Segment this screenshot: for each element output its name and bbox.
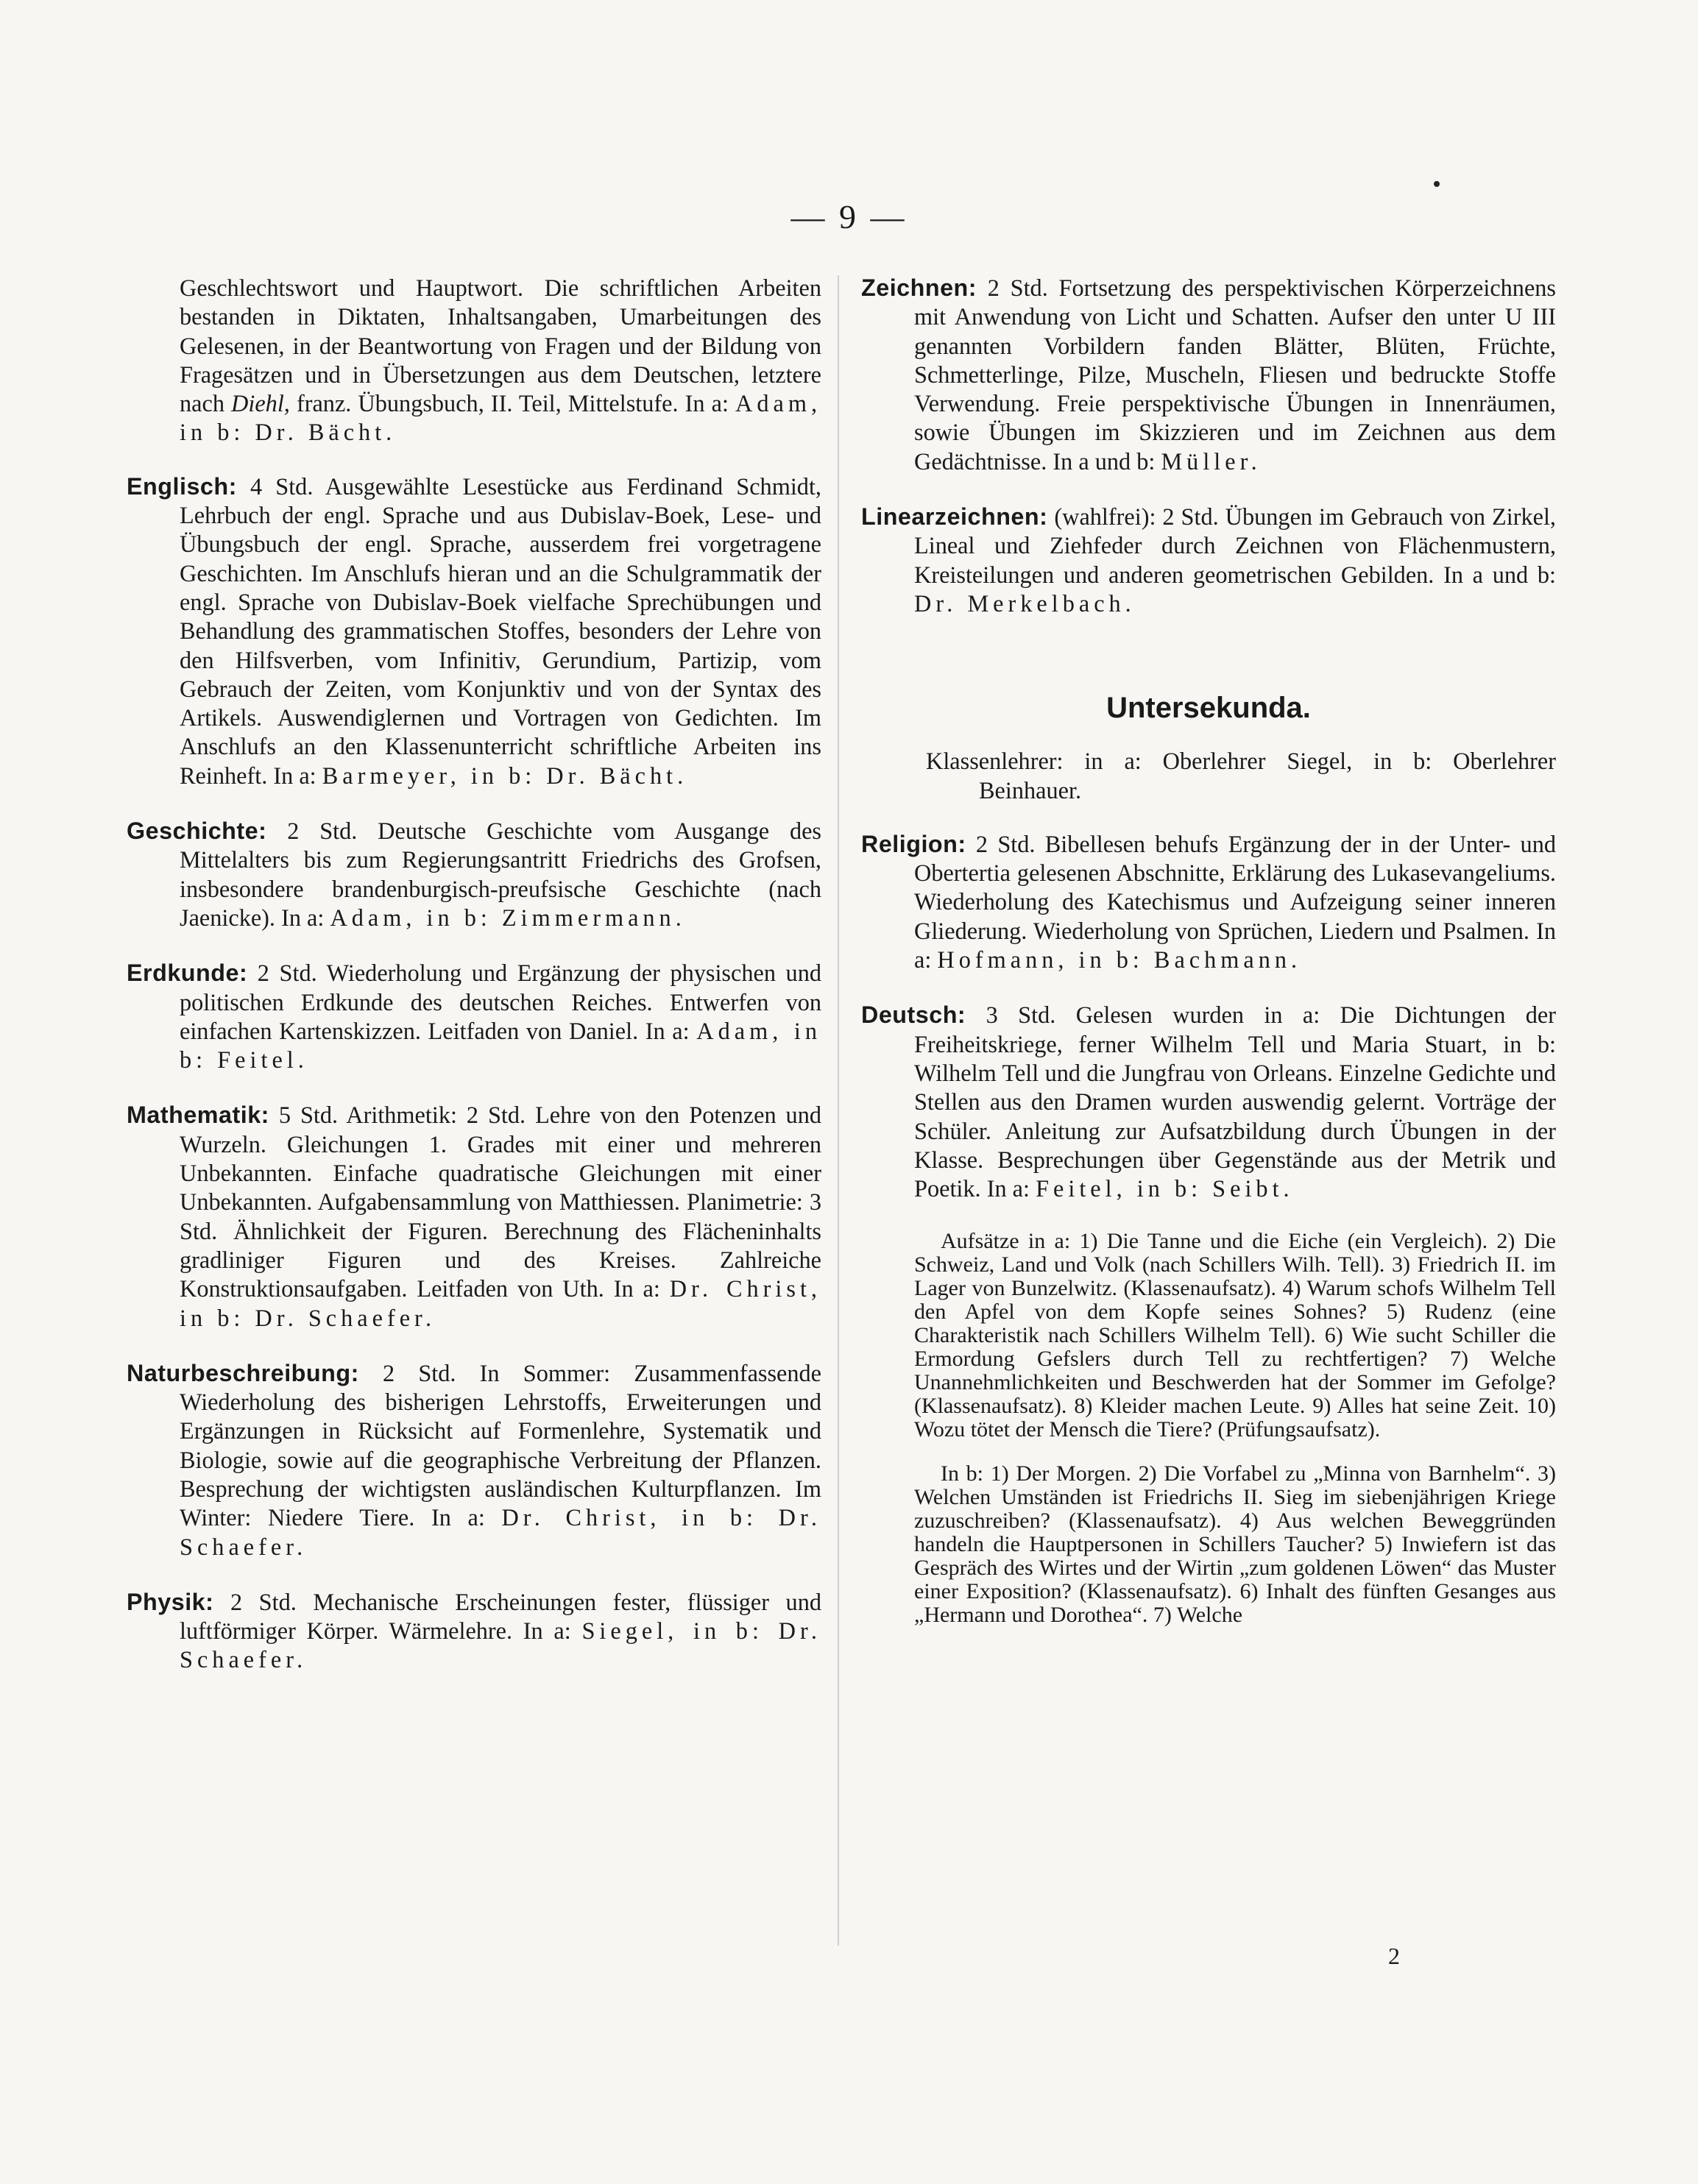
klassenlehrer-line: Klassenlehrer: in a: Oberlehrer Siegel, in b: Oberlehrer Beinhauer. — [926, 748, 1556, 804]
physik-section: Physik: 2 Std. Mechanische Erscheinungen fester, flüssiger und luftförmiger Körper. Wärmelehre. In a: Siegel, in b: Dr. Schaefer. — [127, 1588, 822, 1673]
mathematik-heading: Mathematik: — [127, 1102, 269, 1129]
naturbeschreibung-section: Naturbeschreibung: 2 Std. In Sommer: Zusammenfassende Wiederholung des bisherigen Lehrstoffs, Erweiterungen und Ergänzungen in Rücksicht auf Formenlehre, Systematik und Biologie, sowie auf die geographische Verbreitung der Pflanzen. Besprechung der wichtigsten ausländischen Kulturpflanzen. Im Winter: Niedere Tiere. In a: Dr. Christ, in b: Dr. Schaefer. — [127, 1359, 822, 1560]
linearzeichnen-section: Linearzeichnen: (wahlfrei): 2 Std. Übungen im Gebrauch von Zirkel, Lineal und Ziehfeder durch Zeichnen von Flächenmustern, Kreisteilungen und anderen geometrischen Gebilden. In a und b: Dr. Merkelbach. — [861, 503, 1556, 617]
erdkunde-section: Erdkunde: 2 Std. Wiederholung und Ergänzung der physischen und politischen Erdkunde des deutschen Reiches. Entwerfen von einfachen Kartenskizzen. Leitfaden von Daniel. In a: Adam, in b: Feitel. — [127, 960, 822, 1074]
zeichnen-heading: Zeichnen: — [861, 274, 977, 301]
signature-mark: 2 — [1388, 1943, 1400, 1969]
religion-heading: Religion: — [861, 830, 966, 857]
linearzeichnen-heading: Linearzeichnen: — [861, 503, 1048, 531]
aufsaetze-block — [861, 1230, 1556, 1627]
continuation-paragraph: Geschlechtswort und Hauptwort. Die schriftlichen Arbeiten bestanden in Diktaten, Inhaltsangaben, Umarbeitungen des Gelesenen, in der Beantwortung von Fragen und der Bildung von Fragesätzen und in Übersetzungen aus dem Deutschen, letztere nach Diehl, franz. Übungsbuch, II. Teil, Mittelstufe. In a: Adam, in b: Dr. Bächt. — [180, 274, 822, 446]
aufsaetze-a: Aufsätze in a: 1) Die Tanne und die Eiche (ein Vergleich). 2) Die Schweiz, Land und Volk (nach Schillers Wilh. Tell). 3) Friedrich II. im Lager von Bunzelwitz. (Klassenaufsatz). 4) Warum schofs Wilhelm Tell den Apfel von dem Kopfe seines Sohnes? 5) Rudenz (eine Charakteristik nach Schillers Wilhelm Tell). 6) Wie sucht Schiller die Ermordung Gefslers durch Tell zu rechtfertigen? 7) Welche Unannehmlichkeiten und Beschwerden hat der Sommer im Gefolge? (Klassenaufsatz). 8) Kleider machen Leute. 9) Alles hat seine Zeit. 10) Wozu tötet der Mensch die Tiere? (Prüfungsaufsatz). — [914, 1229, 1556, 1442]
englisch-section: Englisch: 4 Std. Ausgewählte Lesestücke aus Ferdinand Schmidt, Lehrbuch der engl. Sprache und aus Dubislav-Boek, Lese- und Übungsbuch der engl. Sprache, ausserdem frei vorgetragene Geschichten. Im Anschlufs hieran und an die Schulgrammatik der engl. Sprache von Dubislav-Boek vielfache Sprechübungen und Behandlung des grammatischen Stoffes, besonders der Lehre von den Hilfsverben, vom Infinitiv, Gerundium, Partizip, vom Gebrauch der Zeiten, vom Konjunktiv und von der Syntax des Artikels. Auswendiglernen und Vortragen von Gedichten. Im Anschlufs an den Klassenunterricht schriftliche Arbeiten ins Reinheft. In a: Barmeyer, in b: Dr. Bächt. — [127, 472, 821, 789]
englisch-heading: Englisch: — [127, 472, 237, 500]
section-title-untersekunda: Untersekunda. — [1106, 692, 1311, 725]
column-divider — [838, 275, 839, 1946]
geschichte-heading: Geschichte: — [127, 818, 267, 845]
page-number: — 9 — — [790, 198, 908, 235]
erdkunde-heading: Erdkunde: — [127, 960, 248, 987]
right-column — [861, 274, 1556, 1649]
geschichte-section: Geschichte: 2 Std. Deutsche Geschichte vom Ausgange des Mittelalters bis zum Regierungsantritt Friedrichs des Grofsen, insbesondere brandenburgisch-preufsische Geschichte (nach Jaenicke). In a: Adam, in b: Zimmermann. — [127, 818, 821, 931]
deutsch-heading: Deutsch: — [861, 1001, 966, 1029]
left-column — [127, 274, 821, 1701]
ink-dot — [1434, 181, 1440, 187]
zeichnen-section: Zeichnen: 2 Std. Fortsetzung des perspektivischen Körperzeichnens mit Anwendung von Licht und Schatten. Aufser den unter U III genannten Vorbildern fanden Blätter, Blüten, Früchte, Schmetterlinge, Pilze, Muscheln, Fliesen und bedruckte Stoffe Verwendung. Freie perspektivische Übungen in Innenräumen, sowie Übungen im Skizzieren und im Zeichnen aus dem Gedächtnisse. In a und b: Müller. — [861, 274, 1556, 475]
naturbeschreibung-heading: Naturbeschreibung: — [127, 1359, 359, 1386]
mathematik-section: Mathematik: 5 Std. Arithmetik: 2 Std. Lehre von den Potenzen und Wurzeln. Gleichungen 1. Grades mit einer und mehreren Unbekannten. Einfache quadratische Gleichungen mit einer Unbekannten. Aufgabensammlung von Matthiessen. Planimetrie: 3 Std. Ähnlichkeit der Figuren. Berechnung des Flächeninhalts gradliniger Figuren und des Kreises. Zahlreiche Konstruktionsaufgaben. Leitfaden von Uth. In a: Dr. Christ, in b: Dr. Schaefer. — [127, 1102, 822, 1331]
physik-heading: Physik: — [127, 1588, 214, 1615]
deutsch-section: Deutsch: 3 Std. Gelesen wurden in a: Die Dichtungen der Freiheitskriege, ferner Wilhelm Tell und Maria Stuart, in b: Wilhelm Tell und die Jungfrau von Orleans. Einzelne Gedichte und Stellen aus den Dramen wurden auswendig gelernt. Vorträge der Schüler. Anleitung zur Aufsatzbildung durch Übungen in der Klasse. Besprechungen über Gegenstände aus der Metrik und Poetik. In a: Feitel, in b: Seibt. — [861, 1001, 1556, 1202]
religion-section: Religion: 2 Std. Bibellesen behufs Ergänzung der in der Unter- und Obertertia gelesenen Abschnitte, Erklärung des Lukasevangeliums. Wiederholung des Katechismus und Aufzeigung seiner inneren Gliederung. Wiederholung von Sprüchen, Liedern und Psalmen. In a: Hofmann, in b: Bachmann. — [861, 830, 1556, 974]
aufsaetze-b: In b: 1) Der Morgen. 2) Die Vorfabel zu „Minna von Barnhelm“. 3) Welchen Umständen ist Friedrichs II. Sieg im siebenjährigen Kriege zuzuschreiben? (Klassenaufsatz). 4) Aus welchen Beweggründen handeln die Hauptpersonen in Schillers Taucher? 5) Inwiefern ist das Gespräch des Wirtes und der Wirtin „zum goldenen Löwen“ das Muster einer Exposition? (Klassenaufsatz). 6) Inhalt des fünften Gesanges aus „Hermann und Dorothea“. 7) Welche — [914, 1461, 1556, 1628]
